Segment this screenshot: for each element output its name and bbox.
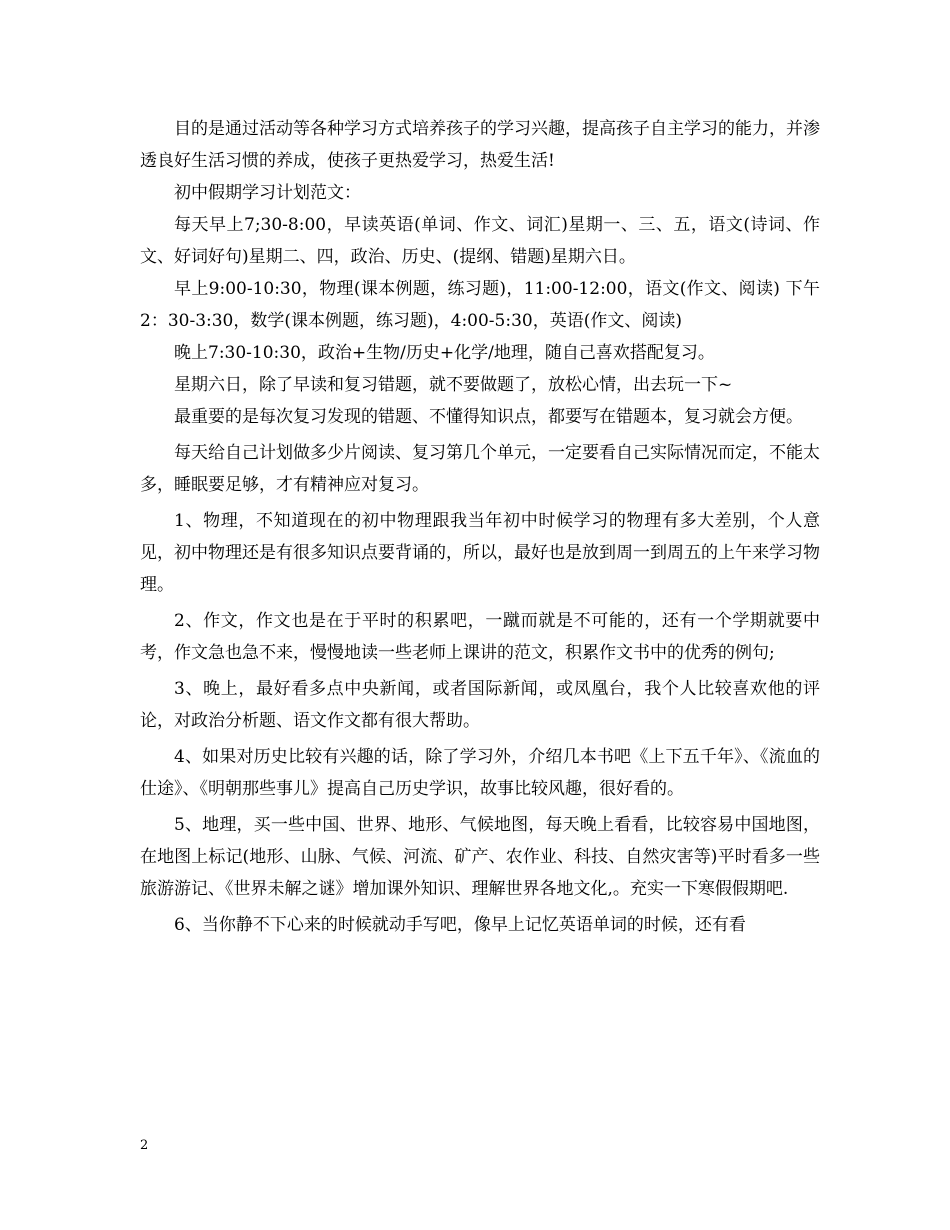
paragraph-purpose: 目的是通过活动等各种学习方式培养孩子的学习兴趣，提高孩子自主学习的能力，并渗透良好生活习惯的养成，使孩子更热爱学习，热爱生活!	[140, 119, 820, 171]
paragraph-daily-schedule: 早上9:00-10:30，物理(课本例题，练习题)，11:00-12:00，语文(作文、阅读) 下午2：30-3:30，数学(课本例题，练习题)，4:00-5:30，英语(作文、阅读)	[140, 279, 820, 331]
page-number: 2	[140, 1138, 149, 1153]
paragraph-morning-reading: 每天早上7;30-8:00，早读英语(单词、作文、词汇)星期一、三、五，语文(诗词、作文、好词好句)星期二、四，政治、历史、(提纲、错题)星期六日。	[140, 215, 820, 267]
paragraph-composition: 2、作文，作文也是在于平时的积累吧，一蹴而就是不可能的，还有一个学期就要中考，作文急也急不来，慢慢地读一些老师上课讲的范文，积累作文书中的优秀的例句;	[140, 611, 820, 663]
paragraph-mistake-notebook: 最重要的是每次复习发现的错题、不懂得知识点，都要写在错题本，复习就会方便。	[174, 407, 803, 427]
paragraph-daily-amount: 每天给自己计划做多少片阅读、复习第几个单元，一定要看自己实际情况而定，不能太多，睡眠要足够，才有精神应对复习。	[140, 443, 820, 495]
document-body	[140, 113, 820, 941]
paragraph-history: 4、如果对历史比较有兴趣的话，除了学习外，介绍几本书吧《上下五千年》、《流血的仕途》、《明朝那些事儿》提高自己历史学识，故事比较风趣，很好看的。	[140, 747, 820, 799]
paragraph-geography: 5、地理，买一些中国、世界、地形、气候地图，每天晚上看看，比较容易中国地图，在地图上标记(地形、山脉、气候、河流、矿产、农作业、科技、自然灾害等)平时看多一些旅游游记、《世界未解之谜》增加课外知识、理解世界各地文化,。充实一下寒假假期吧.	[140, 815, 820, 899]
paragraph-plan-heading: 初中假期学习计划范文：	[174, 183, 361, 203]
paragraph-evening-review: 晚上7:30-10:30，政治+生物/历史+化学/地理，随自己喜欢搭配复习。	[174, 343, 715, 363]
paragraph-news: 3、晚上，最好看多点中央新闻，或者国际新闻，或凤凰台，我个人比较喜欢他的评论，对政治分析题、语文作文都有很大帮助。	[140, 679, 820, 731]
paragraph-handwriting: 6、当你静不下心来的时候就动手写吧，像早上记忆英语单词的时候，还有看	[174, 915, 746, 935]
paragraph-weekend: 星期六日，除了早读和复习错题，就不要做题了，放松心情，出去玩一下~	[174, 375, 733, 395]
paragraph-physics: 1、物理，不知道现在的初中物理跟我当年初中时候学习的物理有多大差别，个人意见，初中物理还是有很多知识点要背诵的，所以，最好也是放到周一到周五的上午来学习物理。	[140, 511, 820, 595]
